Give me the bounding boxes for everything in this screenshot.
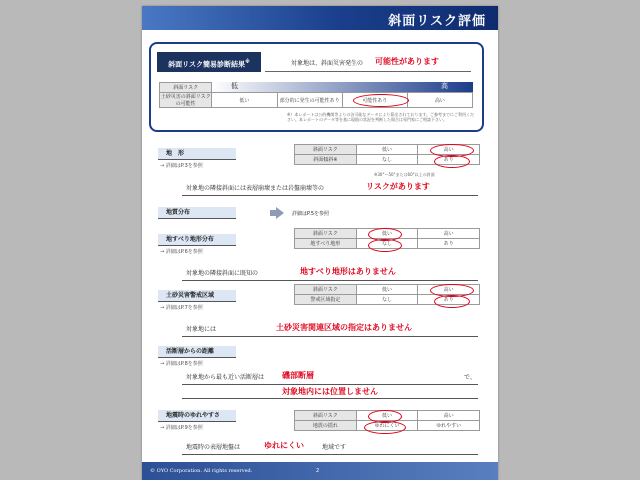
landslide-highlight-oval (368, 239, 402, 252)
landslide-result: 地すべり地形はありません (300, 267, 396, 276)
geology-ref: 詳細はP.5を参照 (292, 211, 330, 217)
section-ref: → 詳細はP.8を参照 (160, 361, 203, 367)
seismic-underline (182, 454, 478, 455)
summary-lead-text: 対象地は、斜面災害発生の (291, 60, 364, 67)
seismic-table: 斜面リスク 低い 高い 地震の揺れ ゆれにくい ゆれやすい (294, 410, 480, 431)
seismic-highlight-oval (364, 421, 406, 434)
summary-lead-underline (265, 71, 471, 72)
sediment-underline (182, 336, 478, 337)
section-label-topography: 地 形 (158, 148, 236, 160)
section-ref: → 詳細はP.6を参照 (160, 249, 203, 255)
summary-table (159, 82, 473, 108)
seismic-text: 地震時の表層地盤は (186, 444, 241, 451)
summary-cell: 可能性あり (342, 93, 407, 108)
topography-table: 斜面リスク 低い 高い 斜面傾斜※ なし あり (294, 144, 480, 165)
topography-result: リスクがあります (366, 182, 430, 191)
summary-row-label: 斜面リスク (160, 83, 212, 93)
scale-high-label: 高 (441, 82, 448, 90)
summary-note: ※）本レポートは公的機関等よりの各可能なデータにより算出されております。ご参考までにご利用ください。本レポートのデータ等を基に現地の状況を判断した場合は専門家にご相談下さい。 (287, 112, 475, 122)
sediment-result: 土砂災害関連区域の指定はありません (276, 323, 412, 332)
footer-copyright: © OYO Corporation. All rights reserved. (150, 468, 253, 474)
summary-box (149, 42, 484, 132)
fault-result-2: 対象地内には位置しません (282, 387, 378, 396)
fault-underline-2 (182, 398, 478, 399)
summary-cell: 高い (407, 93, 472, 108)
summary-title: 斜面リスク簡易診断結果※ (157, 52, 261, 72)
topography-underline (182, 195, 478, 196)
scale-low-label: 低 (231, 82, 238, 90)
topography-text: 対象地の隣接斜面には表層崩壊または岩盤崩壊等の (186, 185, 325, 192)
header-bar (142, 6, 498, 30)
topography-table-note: ※30°～50°または60°以上の斜面 (374, 172, 435, 177)
sediment-highlight-oval (434, 295, 470, 308)
arrow-shaft (270, 210, 278, 216)
sediment-warning-table: 斜面リスク 低い 高い 警戒区域指定 なし あり (294, 284, 480, 305)
section-ref: → 詳細はP.9を参照 (160, 425, 203, 431)
section-label-geology: 地質分布 (158, 207, 236, 219)
section-label-seismic-shaking: 地震時のゆれやすさ (158, 410, 236, 422)
topography-highlight-oval (434, 155, 470, 168)
section-ref: → 詳細はP.7を参照 (160, 305, 203, 311)
fault-text-end: で、 (464, 374, 476, 381)
summary-cell: 部分的に発生の可能性あり (277, 93, 342, 108)
fault-text: 対象地から最も近い活断層は (186, 374, 265, 381)
seismic-result: ゆれにくい (264, 441, 304, 450)
page-number: 2 (316, 468, 320, 474)
landslide-table: 斜面リスク 低い 高い 地すべり地形 なし あり (294, 228, 480, 249)
fault-underline (182, 384, 478, 385)
seismic-text-end: 地域です (322, 444, 347, 451)
section-label-active-fault: 活断層からの距離 (158, 346, 236, 358)
landslide-underline (182, 280, 478, 281)
report-page (142, 6, 498, 480)
summary-row-label: 土砂災害の斜面リスクの可能性 (160, 94, 211, 107)
section-label-sediment-warning: 土砂災害警戒区域 (158, 290, 236, 302)
summary-highlight-oval (353, 94, 409, 107)
summary-lead-result: 可能性があります (375, 57, 439, 66)
landslide-text: 対象地の隣接斜面に既知の (186, 270, 259, 277)
footer-bar (142, 462, 498, 480)
section-label-landslide: 地すべり地形分布 (158, 234, 236, 246)
summary-cell: 低い (212, 93, 277, 108)
page-title: 斜面リスク評価 (388, 14, 486, 29)
section-ref: → 詳細はP.3を参照 (160, 163, 203, 169)
sediment-text: 対象地には (186, 326, 217, 333)
fault-result: 磯部断層 (282, 371, 314, 380)
